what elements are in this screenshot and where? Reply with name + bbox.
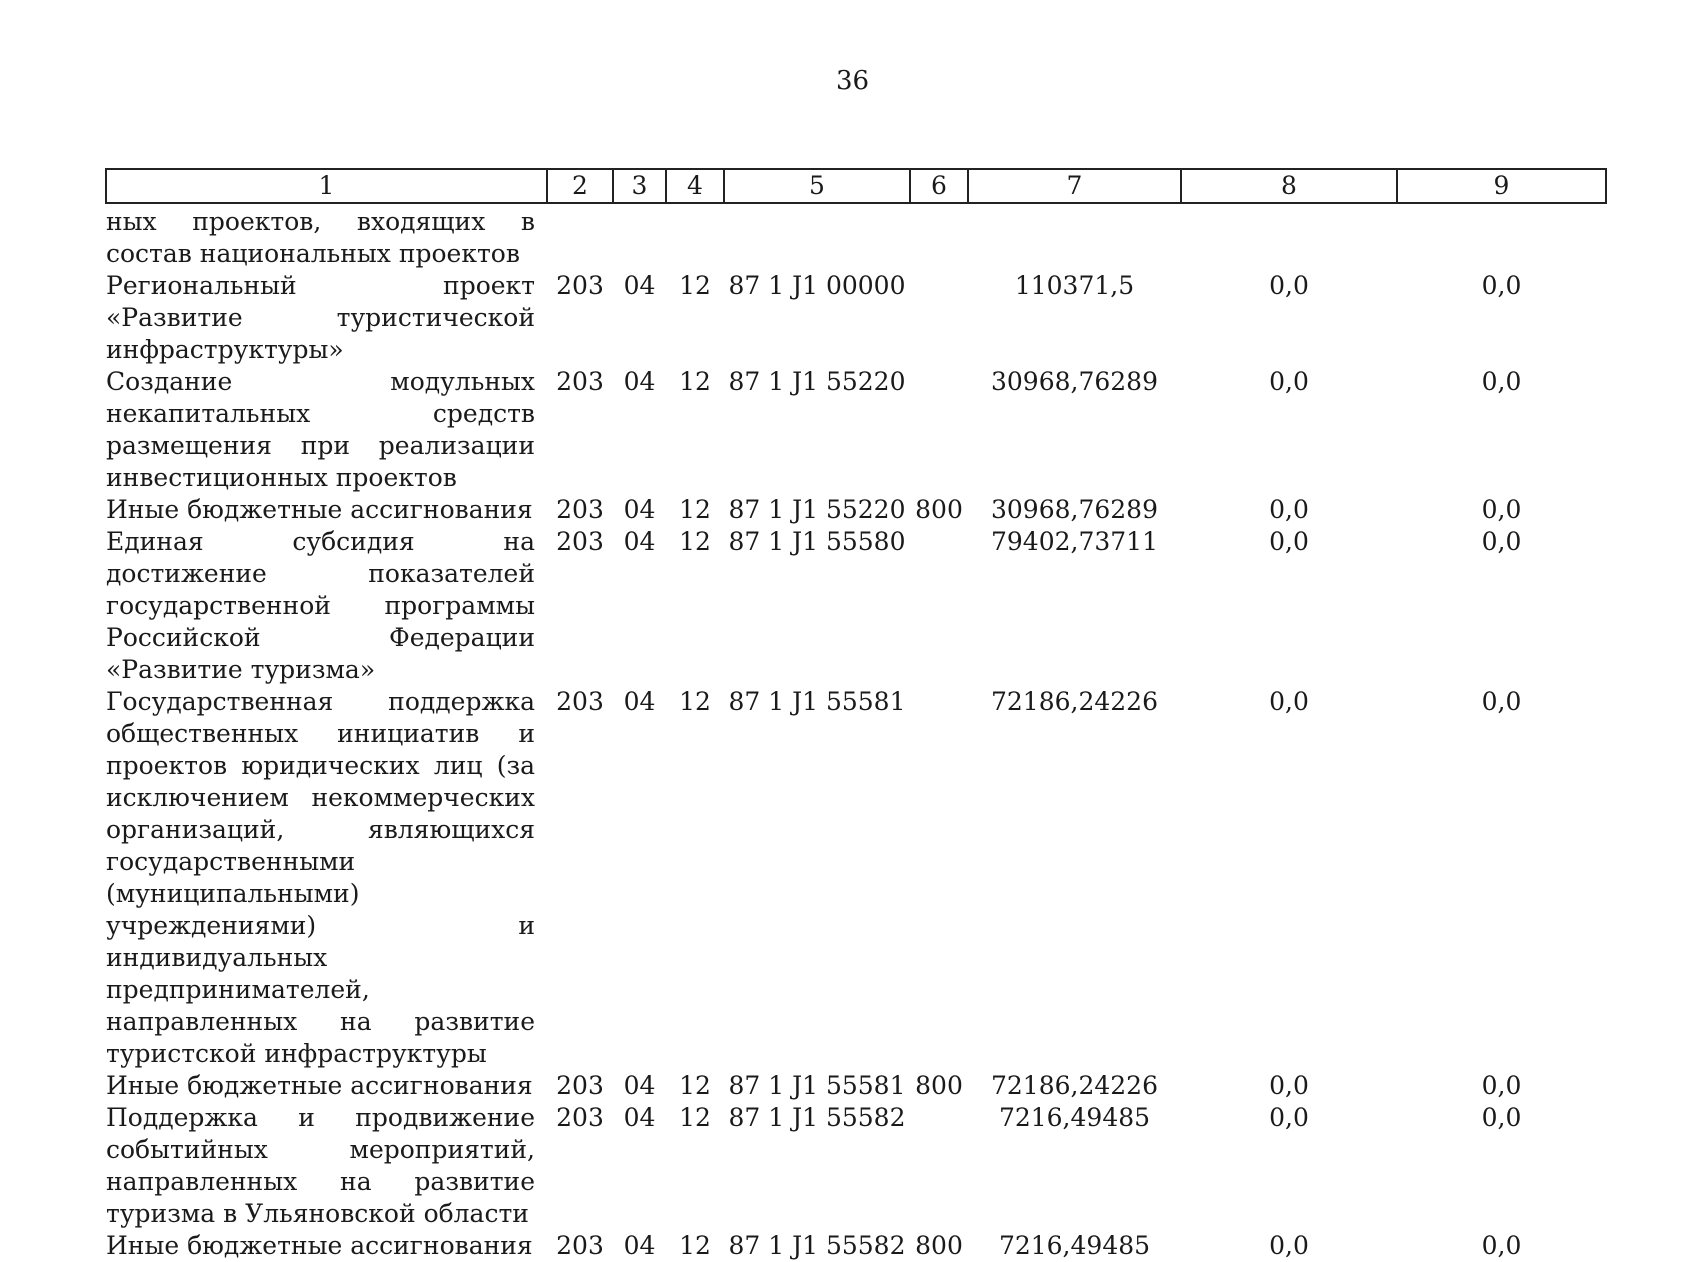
- table-row: [106, 366, 1606, 494]
- cell-col9: 0,0: [1481, 271, 1522, 300]
- cell-col8: 0,0: [1269, 1071, 1309, 1100]
- cell-col3: 04: [623, 495, 656, 524]
- cell-col2: 203: [556, 367, 604, 396]
- cell-col7: 110371,5: [1014, 271, 1135, 300]
- cell-col5: 87 1 J1 55220: [728, 367, 906, 396]
- cell-col3: 04: [623, 687, 656, 716]
- table-row: [106, 1102, 1606, 1230]
- column-header: 7: [968, 169, 1181, 203]
- column-header: 9: [1397, 169, 1606, 203]
- cell-col3: 04: [623, 271, 656, 300]
- row-name: Иные бюджетные ассигнования: [106, 1071, 533, 1100]
- cell-col9: [1397, 203, 1606, 270]
- cell-col4: 12: [679, 271, 711, 300]
- cell-col4: 12: [679, 1071, 711, 1100]
- cell-col6: [910, 270, 968, 366]
- cell-col6: [910, 526, 968, 686]
- column-header: 4: [666, 169, 724, 203]
- cell-col2: 203: [556, 271, 604, 300]
- row-name: ных проектов, входящих в состав национальных проектов: [106, 207, 535, 268]
- cell-col6: 800: [915, 1231, 963, 1260]
- cell-col4: 12: [679, 1103, 711, 1132]
- cell-col8: 0,0: [1269, 367, 1309, 396]
- cell-col4: 12: [679, 527, 711, 556]
- cell-col7: 7216,49485: [998, 1231, 1151, 1260]
- column-header: 3: [613, 169, 666, 203]
- cell-col5: 87 1 J1 55582: [728, 1103, 906, 1132]
- row-name: Единая субсидия на достижение показателей государственной программы Российской Федерации «Развитие туризма»: [106, 527, 535, 684]
- cell-col5: 87 1 J1 00000: [728, 271, 906, 300]
- cell-col5: 87 1 J1 55580: [728, 527, 906, 556]
- page-number: 36: [835, 66, 870, 96]
- cell-col7: 72186,24226: [990, 1071, 1158, 1100]
- cell-col7: [968, 203, 1181, 270]
- column-header: 5: [724, 169, 910, 203]
- cell-col3: 04: [623, 1071, 656, 1100]
- row-name: Иные бюджетные ассигнования: [106, 1231, 533, 1260]
- column-header: 6: [910, 169, 968, 203]
- cell-col5: 87 1 J1 55582: [728, 1231, 906, 1260]
- column-header: 8: [1181, 169, 1397, 203]
- cell-col2: 203: [556, 1231, 604, 1260]
- table-row: [106, 494, 1606, 526]
- cell-col9: 0,0: [1481, 527, 1522, 556]
- table-row: [106, 1070, 1606, 1102]
- cell-col8: 0,0: [1269, 527, 1309, 556]
- table-row: [106, 270, 1606, 366]
- cell-col7: 30968,76289: [990, 495, 1158, 524]
- cell-col7: 30968,76289: [990, 367, 1158, 396]
- cell-col3: [613, 203, 666, 270]
- row-name: Иные бюджетные ассигнования: [106, 495, 533, 524]
- cell-col2: 203: [556, 527, 604, 556]
- cell-col6: [910, 686, 968, 1070]
- cell-col9: 0,0: [1481, 687, 1522, 716]
- table-header-row: [106, 169, 1606, 203]
- cell-col3: 04: [623, 1103, 656, 1132]
- cell-col4: 12: [679, 687, 711, 716]
- table-row: [106, 1230, 1606, 1262]
- budget-table: [105, 168, 1607, 1262]
- cell-col5: 87 1 J1 55581: [728, 1071, 906, 1100]
- cell-col6: [910, 366, 968, 494]
- cell-col4: 12: [679, 1231, 711, 1260]
- table-row: [106, 686, 1606, 1070]
- cell-col6: [910, 203, 968, 270]
- table-row: [106, 203, 1606, 270]
- table-row: [106, 526, 1606, 686]
- row-name: Создание модульных некапитальных средств размещения при реализации инвестиционных проектов: [106, 367, 535, 492]
- cell-col6: 800: [915, 1071, 963, 1100]
- cell-col8: [1181, 203, 1397, 270]
- cell-col2: 203: [556, 495, 604, 524]
- cell-col8: 0,0: [1269, 1103, 1309, 1132]
- cell-col4: [666, 203, 724, 270]
- cell-col3: 04: [623, 367, 656, 396]
- cell-col3: 04: [623, 527, 656, 556]
- cell-col4: 12: [679, 367, 711, 396]
- cell-col5: [724, 203, 910, 270]
- cell-col7: 7216,49485: [998, 1103, 1151, 1132]
- cell-col2: 203: [556, 687, 604, 716]
- cell-col2: 203: [556, 1071, 604, 1100]
- cell-col9: 0,0: [1481, 495, 1522, 524]
- cell-col8: 0,0: [1269, 687, 1309, 716]
- cell-col5: 87 1 J1 55220: [728, 495, 906, 524]
- cell-col9: 0,0: [1481, 1231, 1522, 1260]
- cell-col7: 72186,24226: [990, 687, 1158, 716]
- cell-col2: [547, 203, 613, 270]
- cell-col6: [910, 1102, 968, 1230]
- cell-col9: 0,0: [1481, 1071, 1522, 1100]
- cell-col5: 87 1 J1 55581: [728, 687, 906, 716]
- cell-col3: 04: [623, 1231, 656, 1260]
- cell-col8: 0,0: [1269, 495, 1309, 524]
- row-name: Региональный проект «Развитие туристической инфраструктуры»: [106, 271, 535, 364]
- cell-col9: 0,0: [1481, 1103, 1522, 1132]
- cell-col8: 0,0: [1269, 1231, 1309, 1260]
- cell-col9: 0,0: [1481, 367, 1522, 396]
- cell-col2: 203: [556, 1103, 604, 1132]
- cell-col6: 800: [915, 495, 963, 524]
- column-header: 2: [547, 169, 613, 203]
- column-header: 1: [106, 169, 547, 203]
- cell-col4: 12: [679, 495, 711, 524]
- row-name: Поддержка и продвижение событийных мероприятий, направленных на развитие туризма в Ульяновской области: [106, 1103, 535, 1228]
- cell-col7: 79402,73711: [990, 527, 1158, 556]
- cell-col8: 0,0: [1269, 271, 1309, 300]
- row-name: Государственная поддержка общественных инициатив и проектов юридических лиц (за исключением некоммерческих организаций, являющихся государственными (муниципальными) учреждениями) и индивидуальных предпринимателей, направленных на развитие туристской инфраструктуры: [106, 687, 535, 1068]
